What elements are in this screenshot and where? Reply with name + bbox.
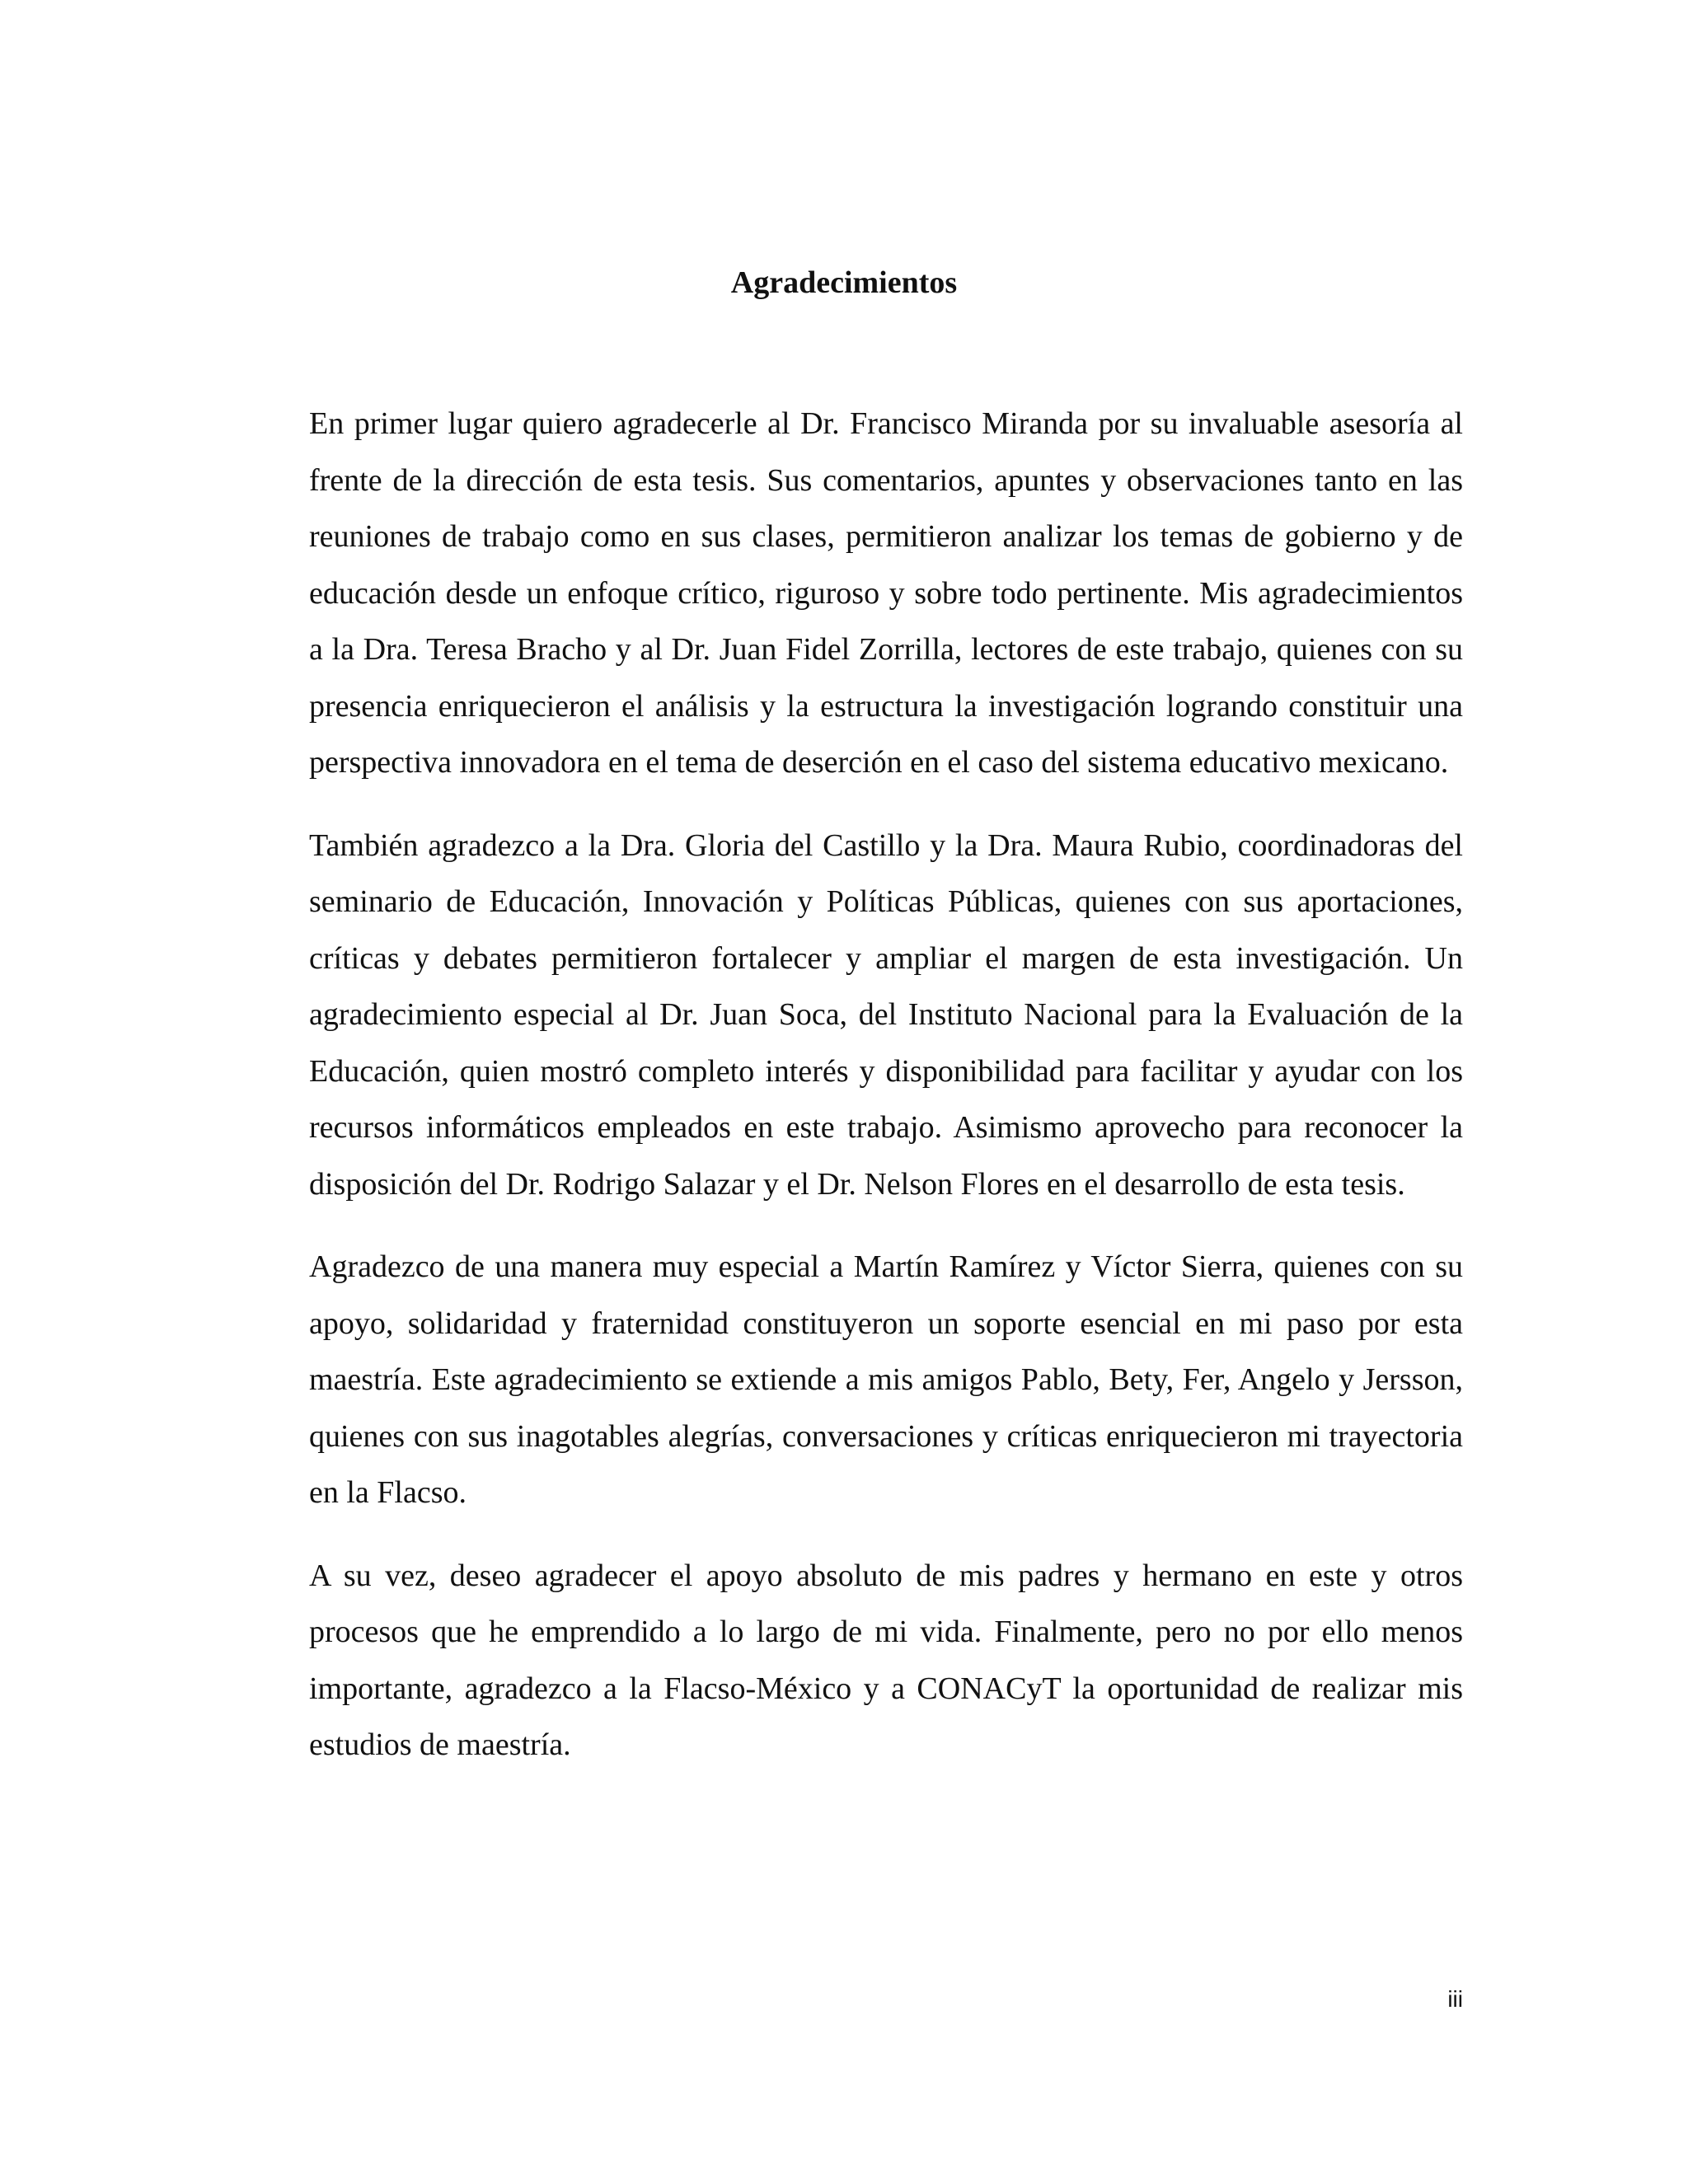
paragraph-3: Agradezco de una manera muy especial a Martín Ramírez y Víctor Sierra, quienes con su apoyo, solidaridad y fraternidad constituyeron un soporte esencial en mi paso por esta maestría. Este agradecimiento se extiende a mis amigos Pablo, Bety, Fer, Angelo y Jersson, quienes con sus inagotables alegrías, conversaciones y críticas enriquecieron mi trayectoria en la Flacso.: [309, 1249, 1463, 1510]
paragraph-1: En primer lugar quiero agradecerle al Dr. Francisco Miranda por su invaluable asesoría al frente de la dirección de esta tesis. Sus comentarios, apuntes y observaciones tanto en las reuniones de trabajo como en sus clases, permitieron analizar los temas de gobierno y de educación desde un enfoque crítico, riguroso y sobre todo pertinente. Mis agradecimientos a la Dra. Teresa Bracho y al Dr. Juan Fidel Zorrilla, lectores de este trabajo, quienes con su presencia enriquecieron el análisis y la estructura la investigación logrando constituir una perspectiva innovadora en el tema de deserción en el caso del sistema educativo mexicano.: [309, 406, 1463, 780]
paragraph-2: También agradezco a la Dra. Gloria del Castillo y la Dra. Maura Rubio, coordinadoras del seminario de Educación, Innovación y Políticas Públicas, quienes con sus aportaciones, críticas y debates permitieron fortalecer y ampliar el margen de esta investigación. Un agradecimiento especial al Dr. Juan Soca, del Instituto Nacional para la Evaluación de la Educación, quien mostró completo interés y disponibilidad para facilitar y ayudar con los recursos informáticos empleados en este trabajo. Asimismo aprovecho para reconocer la disposición del Dr. Rodrigo Salazar y el Dr. Nelson Flores en el desarrollo de esta tesis.: [309, 827, 1463, 1202]
page-number: iii: [1447, 1986, 1463, 2012]
acknowledgements-body: [309, 396, 1463, 1800]
paragraph-4: A su vez, deseo agradecer el apoyo absoluto de mis padres y hermano en este y otros procesos que he emprendido a lo largo de mi vida. Finalmente, pero no por ello menos importante, agradezco a la Flacso-México y a CONACyT la oportunidad de realizar mis estudios de maestría.: [309, 1558, 1463, 1762]
page-title: Agradecimientos: [730, 265, 958, 300]
